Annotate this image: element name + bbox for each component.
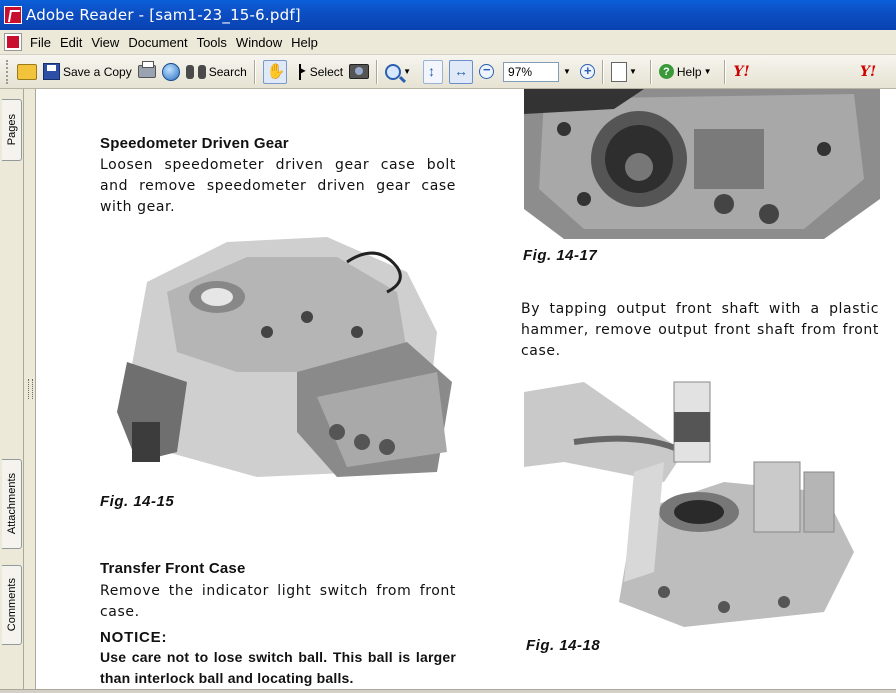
- figure-14-18-photo: [524, 372, 880, 634]
- toolbar-separator: [650, 60, 652, 84]
- save-copy-button[interactable]: [40, 59, 135, 85]
- toolbar-separator: [254, 60, 256, 84]
- fit-page-icon: [423, 60, 443, 84]
- open-folder-icon: [17, 64, 37, 80]
- caption-fig-14-18: Fig. 14-18: [526, 637, 601, 654]
- email-button[interactable]: [159, 59, 183, 85]
- document-icon[interactable]: [4, 33, 22, 51]
- tab-attachments-label: Attachments: [5, 473, 18, 535]
- yahoo-logo: Y!: [733, 63, 750, 80]
- status-bar-edge: [0, 689, 896, 693]
- zoom-in-icon: [580, 64, 595, 79]
- hand-tool-button[interactable]: [260, 59, 290, 85]
- zoom-out-icon: [479, 64, 494, 79]
- figure-14-17-photo: [524, 89, 880, 241]
- para-speedometer: Loosen speedometer driven gear case bolt and remove speedometer driven gear case with gear.: [100, 157, 456, 215]
- toolbar-separator: [376, 60, 378, 84]
- pages-menu-button[interactable]: [608, 59, 646, 85]
- heading-speedometer: Speedometer Driven Gear: [100, 135, 289, 152]
- open-button[interactable]: [14, 59, 40, 85]
- menu-bar: [0, 30, 896, 55]
- menu-document[interactable]: Document: [128, 34, 188, 50]
- fit-width-button[interactable]: [446, 59, 476, 85]
- menu-help[interactable]: Help: [291, 34, 318, 50]
- para-transfer-front-case: Remove the indicator light switch from front case.: [100, 583, 456, 620]
- toolbar-grip[interactable]: [6, 60, 10, 84]
- hand-icon: [263, 60, 287, 84]
- zoom-tool-button[interactable]: [382, 59, 420, 85]
- chevron-down-icon[interactable]: ▼: [403, 67, 412, 76]
- menu-file[interactable]: File: [30, 34, 51, 50]
- save-disk-icon: [43, 63, 60, 80]
- help-icon: ?: [659, 64, 674, 79]
- select-label: Select: [309, 64, 344, 79]
- tab-comments[interactable]: [2, 565, 22, 645]
- printer-icon: [138, 65, 156, 78]
- menu-window[interactable]: Window: [235, 34, 283, 50]
- document-page[interactable]: [37, 89, 896, 689]
- zoom-dropdown-icon[interactable]: ▼: [563, 67, 571, 76]
- camera-icon: [349, 64, 369, 79]
- save-copy-label: Save a Copy: [63, 64, 132, 79]
- figure-14-15-photo: [107, 222, 457, 482]
- email-icon: [162, 63, 180, 81]
- print-button[interactable]: [135, 59, 159, 85]
- navigation-pane: [0, 89, 24, 693]
- heading-transfer-front-case: Transfer Front Case: [100, 560, 246, 577]
- search-label: Search: [208, 64, 247, 79]
- zoom-out-button[interactable]: [476, 59, 497, 85]
- caption-fig-14-17: Fig. 14-17: [523, 247, 598, 264]
- yahoo-logo-icon: Y!: [860, 64, 877, 80]
- magnifier-icon: [385, 64, 401, 80]
- search-button[interactable]: [183, 59, 250, 85]
- toolbar-separator: [602, 60, 604, 84]
- fit-page-button[interactable]: [420, 59, 446, 85]
- title-bar: [0, 0, 896, 30]
- toolbar: [0, 55, 896, 89]
- tab-comments-label: Comments: [5, 578, 18, 632]
- select-tool-button[interactable]: [290, 59, 346, 85]
- binoculars-icon: [186, 65, 206, 79]
- zoom-in-button[interactable]: [577, 59, 598, 85]
- tab-pages-label: Pages: [5, 114, 18, 146]
- tab-pages[interactable]: [2, 99, 22, 161]
- snapshot-button[interactable]: [346, 59, 372, 85]
- window-title: Adobe Reader - [sam1-23_15-6.pdf]: [26, 6, 301, 24]
- adobe-reader-icon: [4, 6, 22, 24]
- text-cursor-icon: [293, 62, 307, 82]
- menu-edit[interactable]: Edit: [59, 34, 83, 50]
- yahoo-search-button[interactable]: [856, 60, 896, 84]
- caption-fig-14-15: Fig. 14-15: [100, 493, 175, 510]
- chevron-down-icon[interactable]: ▼: [628, 67, 637, 76]
- fit-width-icon: [449, 60, 473, 84]
- help-button[interactable]: [656, 59, 721, 85]
- yahoo-toolbar-button[interactable]: [730, 59, 752, 85]
- zoom-input[interactable]: 97%: [503, 62, 559, 82]
- para-output-front-shaft: By tapping output front shaft with a plastic hammer, remove output front shaft from front case.: [521, 301, 879, 359]
- tab-attachments[interactable]: [2, 459, 22, 549]
- menu-tools[interactable]: Tools: [196, 34, 227, 50]
- toolbar-separator: [724, 60, 726, 84]
- pages-icon: [611, 62, 627, 82]
- pane-splitter[interactable]: [24, 89, 36, 693]
- notice-text: Use care not to lose switch ball. This ball is larger than interlock ball and locating balls.: [100, 649, 456, 686]
- chevron-down-icon[interactable]: ▼: [703, 67, 712, 76]
- notice-title: NOTICE:: [100, 629, 168, 646]
- help-label: Help: [676, 64, 702, 79]
- menu-view[interactable]: View: [91, 34, 120, 50]
